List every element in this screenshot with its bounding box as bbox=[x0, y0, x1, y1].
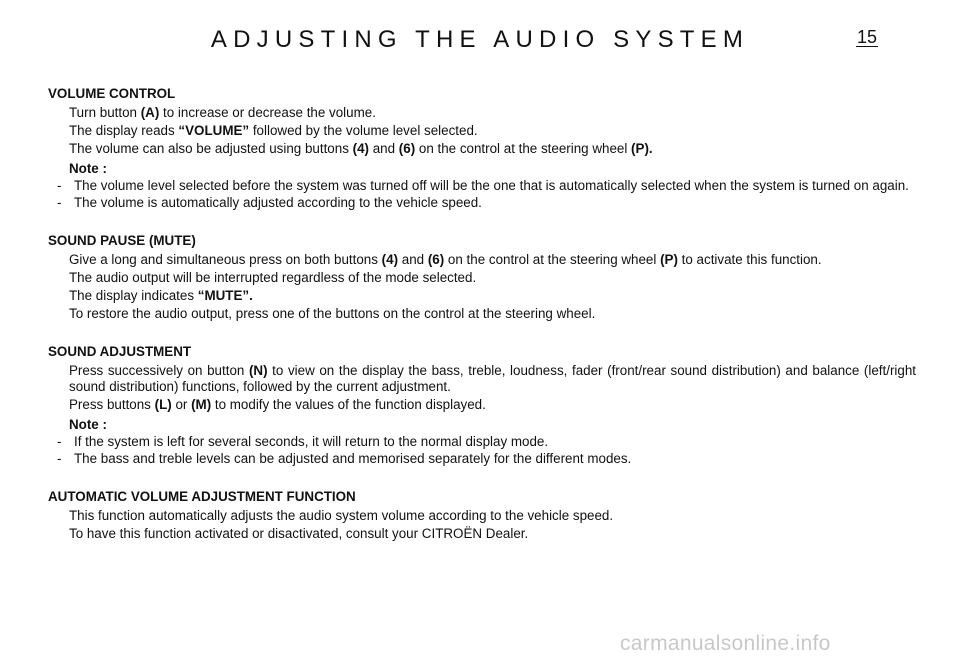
note-text: The bass and treble levels can be adjusted and memorised separately for the different modes. bbox=[74, 451, 632, 466]
watermark: carmanualsonline.info bbox=[620, 632, 831, 655]
button-ref: (6) bbox=[427, 252, 445, 267]
section-sound-pause bbox=[48, 233, 916, 322]
dash: - bbox=[57, 195, 62, 210]
paragraph bbox=[48, 397, 916, 413]
page-header bbox=[0, 26, 960, 60]
paragraph bbox=[48, 363, 916, 395]
paragraph bbox=[48, 105, 916, 121]
dash: - bbox=[57, 451, 62, 466]
button-ref: (N) bbox=[248, 363, 268, 378]
button-ref: (4) bbox=[381, 252, 399, 267]
button-ref: (M) bbox=[191, 397, 212, 412]
section-volume-control bbox=[48, 86, 916, 211]
paragraph: The audio output will be interrupted regardless of the mode selected. bbox=[69, 270, 477, 285]
text: followed by the volume level selected. bbox=[249, 123, 478, 138]
button-ref: (P) bbox=[660, 252, 678, 267]
section-automatic-volume bbox=[48, 489, 916, 542]
text: to increase or decrease the volume. bbox=[159, 105, 376, 120]
text: Press successively on button bbox=[69, 363, 249, 378]
page-title: ADJUSTING THE AUDIO SYSTEM bbox=[210, 26, 750, 53]
paragraph bbox=[48, 141, 916, 157]
button-ref: (4) bbox=[352, 141, 369, 156]
text: Press buttons bbox=[69, 397, 155, 412]
text: on the control at the steering wheel bbox=[415, 141, 632, 156]
section-heading: SOUND PAUSE (MUTE) bbox=[48, 233, 196, 248]
dash: - bbox=[57, 178, 62, 193]
text: on the control at the steering wheel bbox=[444, 252, 661, 267]
paragraph: To restore the audio output, press one of the buttons on the control at the steering wheel. bbox=[69, 306, 596, 321]
button-ref: (L) bbox=[154, 397, 172, 412]
text: The display indicates bbox=[69, 288, 198, 303]
display-text: “VOLUME” bbox=[178, 123, 250, 138]
button-ref: (6) bbox=[398, 141, 416, 156]
section-heading: VOLUME CONTROL bbox=[48, 86, 176, 101]
note-item bbox=[48, 195, 916, 211]
text: The display reads bbox=[69, 123, 179, 138]
section-heading: AUTOMATIC VOLUME ADJUSTMENT FUNCTION bbox=[48, 489, 356, 504]
text: Give a long and simultaneous press on both buttons bbox=[69, 252, 382, 267]
text: to activate this function. bbox=[677, 252, 822, 267]
note-title: Note : bbox=[69, 161, 107, 176]
paragraph: This function automatically adjusts the audio system volume according to the vehicle speed. bbox=[69, 508, 614, 523]
note-text: If the system is left for several seconds, it will return to the normal display mode. bbox=[74, 434, 549, 449]
button-ref: (P). bbox=[631, 141, 653, 156]
note-title: Note : bbox=[69, 417, 107, 432]
text: to view on the display the bass, treble, loudness, fader (front/rear sound distribution) and balance (left/right sound distribution) functions, followed by the current adjustment. bbox=[69, 363, 916, 394]
note-text: The volume is automatically adjusted according to the vehicle speed. bbox=[74, 195, 482, 210]
note-item bbox=[48, 451, 916, 467]
section-sound-adjustment bbox=[48, 344, 916, 467]
paragraph: To have this function activated or disactivated, consult your CITROËN Dealer. bbox=[69, 526, 529, 541]
text: The volume can also be adjusted using buttons bbox=[69, 141, 353, 156]
display-text: “MUTE”. bbox=[197, 288, 253, 303]
page-content bbox=[48, 86, 916, 559]
dash: - bbox=[57, 434, 62, 449]
note-text: The volume level selected before the system was turned off will be the one that is automatically selected when the system is turned on again. bbox=[74, 178, 909, 193]
text: or bbox=[171, 397, 192, 412]
button-ref: (A) bbox=[140, 105, 160, 120]
note-item bbox=[48, 178, 916, 194]
paragraph bbox=[48, 252, 916, 268]
text: Turn button bbox=[69, 105, 141, 120]
section-heading: SOUND ADJUSTMENT bbox=[48, 344, 192, 359]
paragraph bbox=[48, 123, 916, 139]
paragraph bbox=[48, 288, 916, 304]
text: and bbox=[398, 252, 428, 267]
page-number: 15 bbox=[857, 27, 878, 47]
text: to modify the values of the function displayed. bbox=[211, 397, 486, 412]
note-item bbox=[48, 434, 916, 450]
text: and bbox=[369, 141, 399, 156]
